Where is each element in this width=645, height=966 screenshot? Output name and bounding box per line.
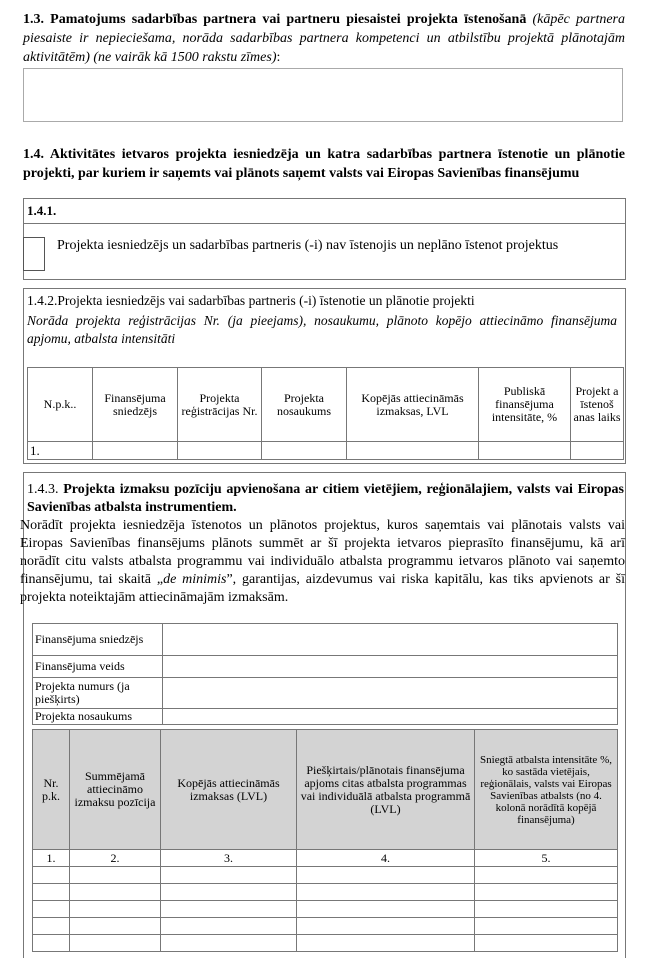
table-row bbox=[33, 901, 618, 918]
col-nr: Nr. p.k. bbox=[33, 730, 70, 850]
table-row bbox=[33, 867, 618, 884]
table-cell[interactable] bbox=[93, 442, 178, 460]
section-1-3-heading bbox=[23, 10, 625, 67]
section-1-4-1-box bbox=[23, 198, 626, 280]
table-cell[interactable] bbox=[262, 442, 347, 460]
table-cell[interactable] bbox=[475, 867, 618, 884]
section-hint: (kāpēc partnera piesaiste ir nepieciešama, norāda sadarbības partnera kompetenci un atbilstību projektā plānotajām aktivitātēm) (ne vairāk kā 1500 rakstu zīmes) bbox=[23, 12, 625, 65]
body-italic: de minimis bbox=[163, 572, 227, 587]
info-row bbox=[33, 678, 618, 709]
table-cell[interactable] bbox=[297, 901, 475, 918]
section-1-4-3-box bbox=[20, 472, 626, 958]
section-1-4-3-body bbox=[20, 517, 625, 607]
table-cell[interactable] bbox=[297, 867, 475, 884]
col-implementation-time: Projekt a īstenoš anas laiks bbox=[571, 368, 624, 442]
table-cell[interactable] bbox=[33, 935, 70, 952]
table-cell[interactable] bbox=[70, 884, 161, 901]
info-value[interactable] bbox=[163, 709, 618, 725]
info-value[interactable] bbox=[163, 656, 618, 678]
info-row bbox=[33, 624, 618, 656]
column-number: 2. bbox=[70, 850, 161, 867]
info-value[interactable] bbox=[163, 678, 618, 709]
section-1-4-1-number: 1.4.1. bbox=[27, 203, 57, 218]
table-cell[interactable] bbox=[33, 901, 70, 918]
table-row bbox=[33, 935, 618, 952]
table-row bbox=[33, 918, 618, 935]
justification-textbox[interactable] bbox=[23, 68, 623, 122]
column-number: 3. bbox=[161, 850, 297, 867]
col-reg-nr: Projekta reģistrācijas Nr. bbox=[178, 368, 262, 442]
projects-header-row bbox=[28, 368, 624, 442]
section-1-4-3-heading bbox=[27, 481, 624, 517]
table-cell[interactable] bbox=[161, 867, 297, 884]
table-cell[interactable] bbox=[347, 442, 479, 460]
table-cell[interactable] bbox=[70, 935, 161, 952]
table-row bbox=[28, 442, 624, 460]
col-granted-amount: Piešķirtais/plānotais finansējuma apjoms citas atbalsta programmas vai individuālā atbalsta programmā (LVL) bbox=[297, 730, 475, 850]
table-row bbox=[33, 884, 618, 901]
table-cell[interactable]: 1. bbox=[28, 442, 93, 460]
col-public-intensity: Publiskā finansējuma intensitāte, % bbox=[479, 368, 571, 442]
section-number: 1.4.3. bbox=[27, 482, 59, 497]
table-cell[interactable] bbox=[475, 884, 618, 901]
section-1-4-heading: 1.4. Aktivitātes ietvaros projekta iesniedzēja un katra sadarbības partnera īstenotie un plānotie projekti, par kuriem ir saņemts vai plānots saņemt valsts vai Eiropas Savienības finansējumu bbox=[23, 147, 625, 181]
table-cell[interactable] bbox=[33, 884, 70, 901]
section-1-4-2-hint: Norāda projekta reģistrācijas Nr. (ja pieejams), nosaukumu, plānoto kopējo attiecināmo finansējuma apjomu, atbalsta intensitāti bbox=[27, 313, 617, 346]
body-text: Norādīt projekta iesniedzēja īstenotos un plānotos projektus, kuros saņemtais vai plānotais valsts vai Eiropas Savienības finansējums plānots summēt ar šī projekta ietvaros pieprasīto finansējumu, kā arī norādīt citu valsts atbalsta programmu vai individuālo atbalsta programmu ietvaros plānoto vai saņemto finansējumu, tai skaitā „ bbox=[20, 518, 625, 587]
section-title: Pamatojums sadarbības partnera vai partneru piesaistei projekta īstenošanā bbox=[50, 12, 527, 27]
table-cell[interactable] bbox=[297, 935, 475, 952]
no-projects-checkbox[interactable] bbox=[23, 237, 45, 271]
table-cell[interactable] bbox=[161, 918, 297, 935]
table-cell[interactable] bbox=[70, 901, 161, 918]
section-1-4-2-box bbox=[23, 288, 626, 464]
info-row bbox=[33, 656, 618, 678]
column-number-row bbox=[33, 850, 618, 867]
table-cell[interactable] bbox=[161, 901, 297, 918]
table-cell[interactable] bbox=[33, 918, 70, 935]
section-number: 1.3. bbox=[23, 12, 44, 27]
column-number: 5. bbox=[475, 850, 618, 867]
column-number: 1. bbox=[33, 850, 70, 867]
table-cell[interactable] bbox=[297, 884, 475, 901]
info-value[interactable] bbox=[163, 624, 618, 656]
info-label: Projekta nosaukums bbox=[33, 709, 163, 725]
table-cell[interactable] bbox=[475, 901, 618, 918]
col-npk: N.p.k.. bbox=[28, 368, 93, 442]
section-1-4-2-title: 1.4.2.Projekta iesniedzējs vai sadarbības partneris (-i) īstenotie un plānotie projekti bbox=[27, 293, 475, 308]
combined-costs-table bbox=[32, 729, 618, 952]
col-eligible-costs: Kopējās attiecināmās izmaksas, LVL bbox=[347, 368, 479, 442]
col-cost-position: Summējamā attiecināmo izmaksu pozīcija bbox=[70, 730, 161, 850]
table-cell[interactable] bbox=[70, 918, 161, 935]
table-cell[interactable] bbox=[475, 935, 618, 952]
table-cell[interactable] bbox=[161, 935, 297, 952]
info-row bbox=[33, 709, 618, 725]
col-project-name: Projekta nosaukums bbox=[262, 368, 347, 442]
table-cell[interactable] bbox=[33, 867, 70, 884]
divider bbox=[24, 223, 625, 224]
no-projects-label: Projekta iesniedzējs un sadarbības partneris (-i) nav īstenojis un neplāno īstenot projektus bbox=[57, 238, 559, 253]
table-cell[interactable] bbox=[475, 918, 618, 935]
info-label: Finansējuma veids bbox=[33, 656, 163, 678]
body-text: ”, garantijas, aizdevumus vai riska kapitālu, kas tiks apvienots ar šī projekta noteiktajām attiecināmajām izmaksām. bbox=[20, 572, 625, 605]
combined-header-row bbox=[33, 730, 618, 850]
col-provider: Finansējuma sniedzējs bbox=[93, 368, 178, 442]
table-cell[interactable] bbox=[70, 867, 161, 884]
col-aid-intensity: Sniegtā atbalsta intensitāte %, ko sastāda vietējais, reģionālais, valsts vai Eiropas Savienības atbalsts (no 4. kolonā norādītā kopējā finansējuma) bbox=[475, 730, 618, 850]
table-cell[interactable] bbox=[571, 442, 624, 460]
section-title: Projekta izmaksu pozīciju apvienošana ar citiem vietējiem, reģionālajiem, valsts vai Eiropas Savienības atbalsta instrumentiem. bbox=[27, 482, 624, 515]
info-label: Projekta numurs (ja piešķirts) bbox=[33, 678, 163, 709]
col-total-costs: Kopējās attiecināmās izmaksas (LVL) bbox=[161, 730, 297, 850]
table-cell[interactable] bbox=[178, 442, 262, 460]
table-cell[interactable] bbox=[479, 442, 571, 460]
info-table bbox=[32, 623, 618, 725]
column-number: 4. bbox=[297, 850, 475, 867]
projects-table bbox=[27, 367, 624, 460]
table-cell[interactable] bbox=[161, 884, 297, 901]
table-cell[interactable] bbox=[297, 918, 475, 935]
colon: : bbox=[276, 50, 281, 65]
info-label: Finansējuma sniedzējs bbox=[33, 624, 163, 656]
